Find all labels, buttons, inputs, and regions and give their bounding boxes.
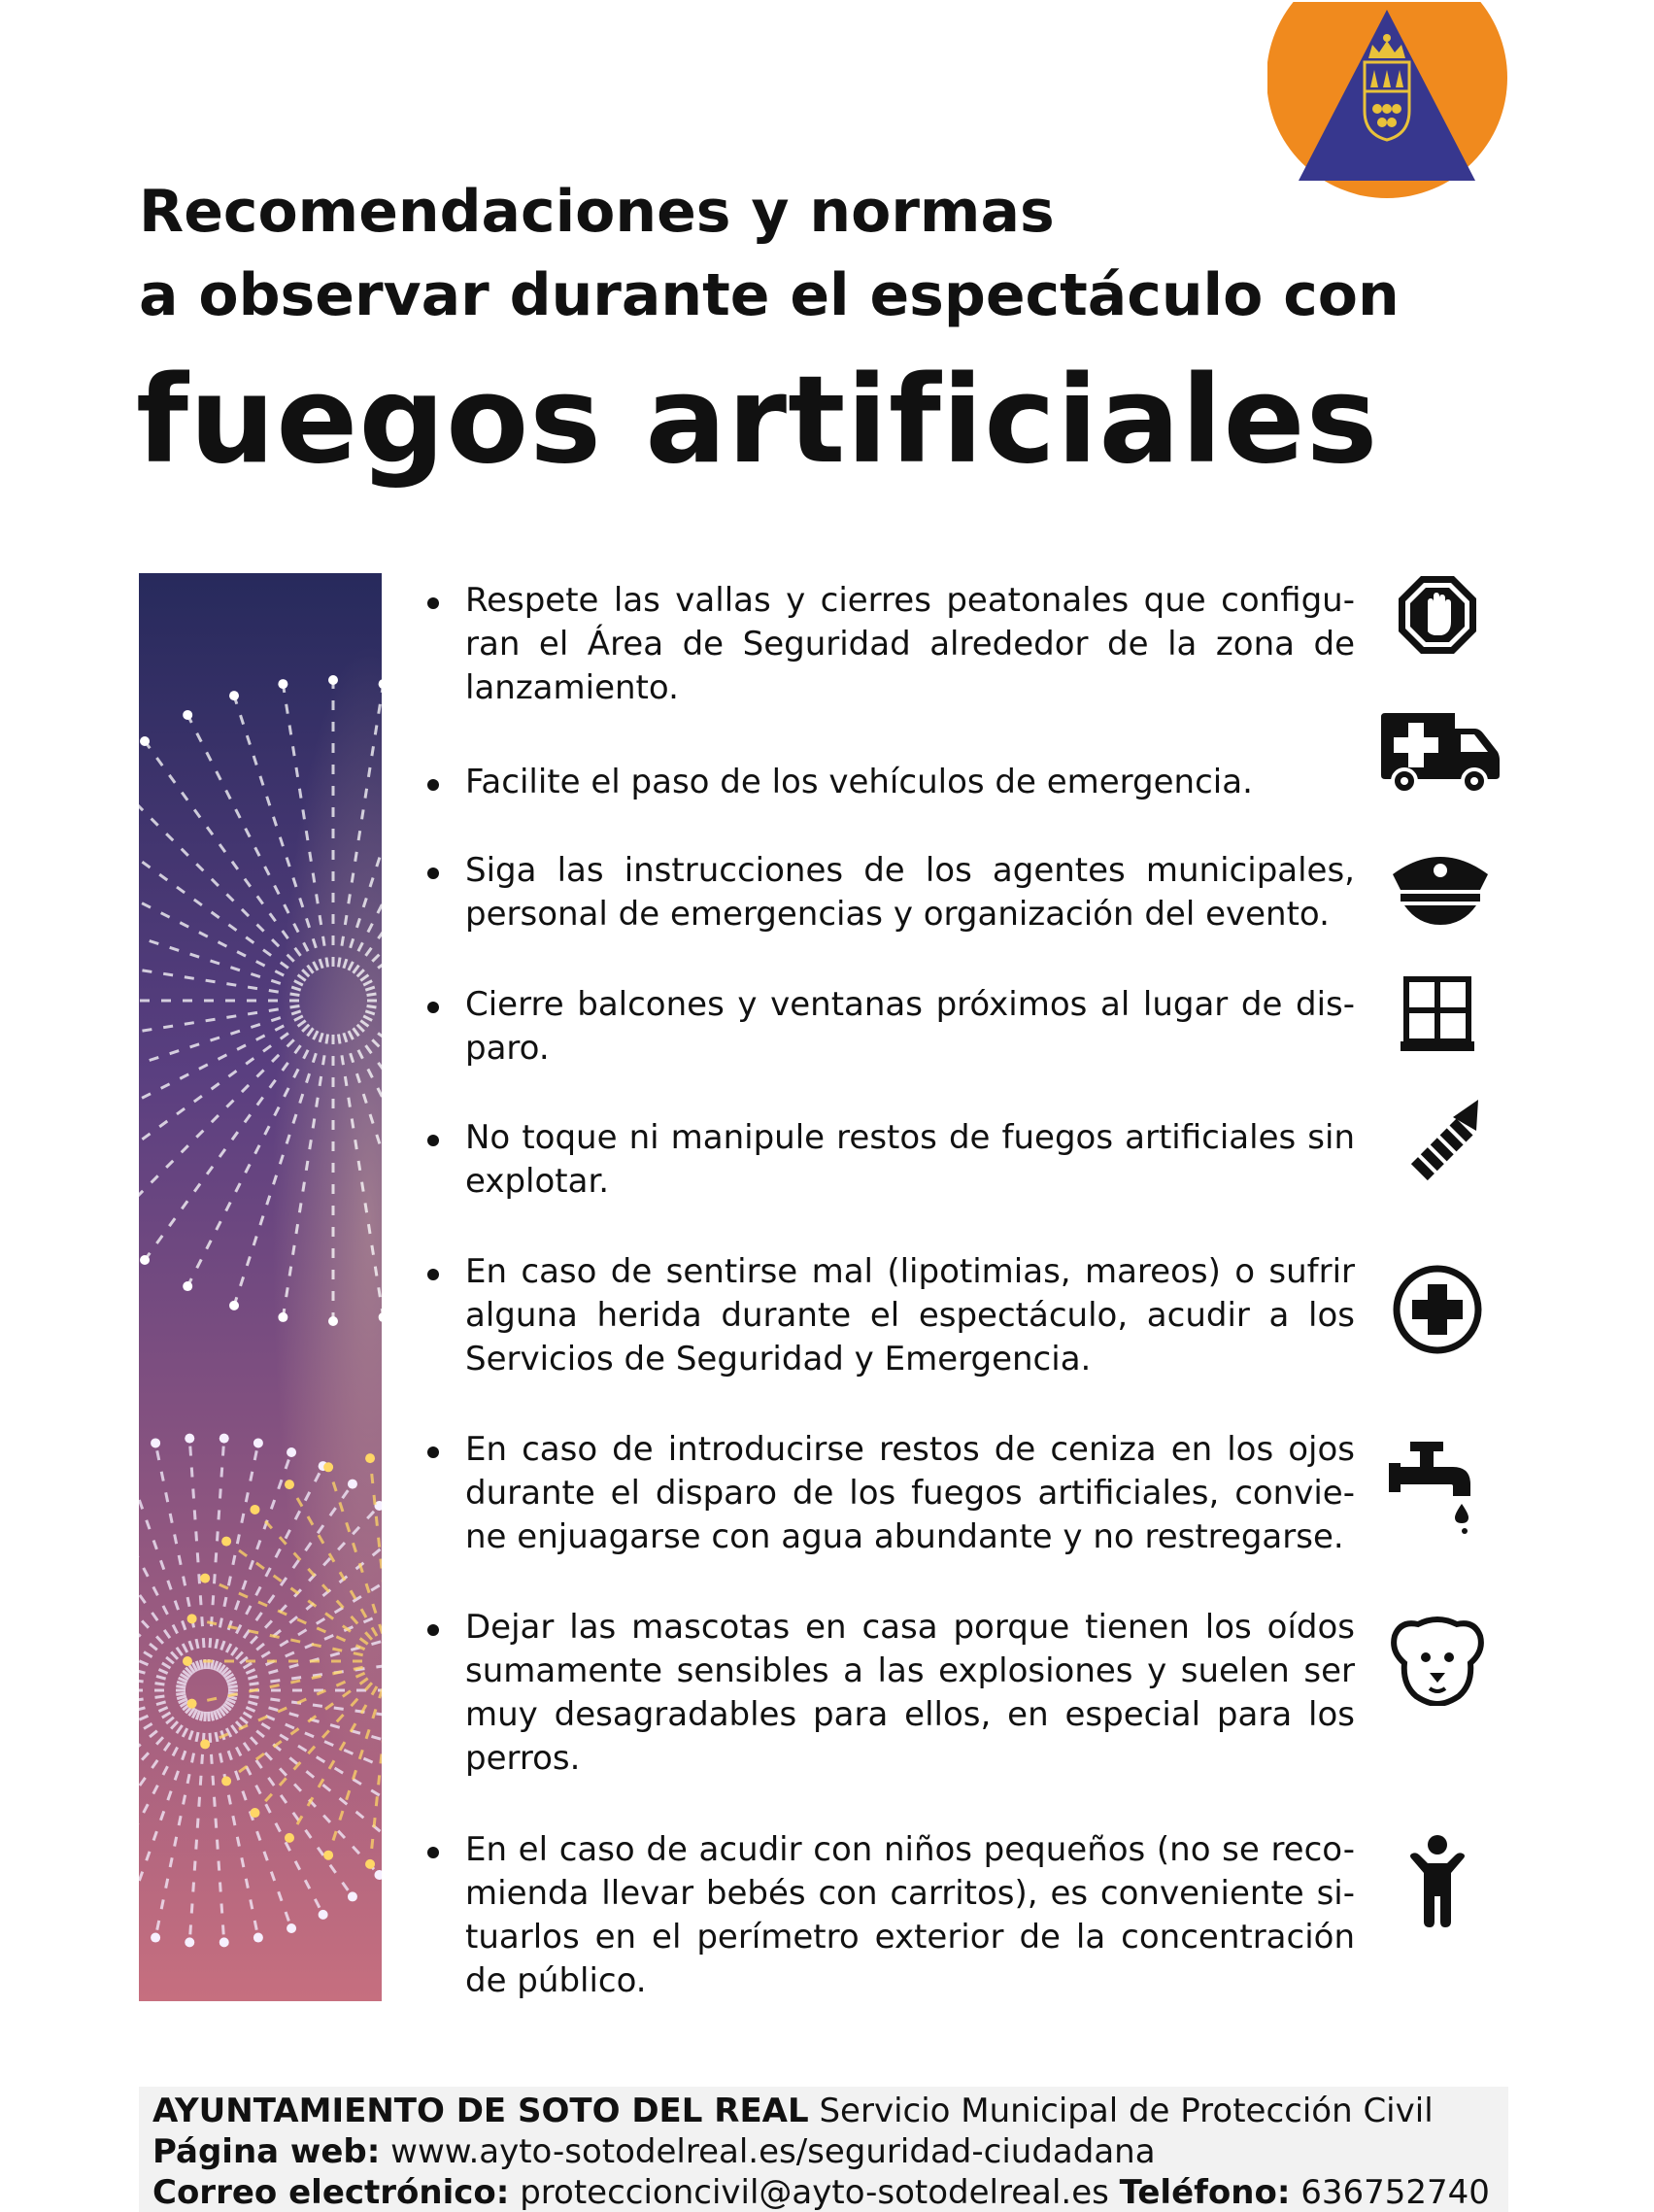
footer-phone-value: 636752740 (1300, 2173, 1490, 2212)
bullet-icon (427, 779, 439, 791)
ambulance-icon (1377, 709, 1503, 795)
stop-hand-icon (1396, 573, 1479, 657)
fireworks-decoration (139, 573, 382, 2001)
footer-line-web (152, 2131, 1495, 2172)
child-icon (1408, 1834, 1467, 1927)
list-item (427, 1428, 1355, 1559)
footer-web-label: Página web: (152, 2132, 381, 2171)
civil-protection-logo (1267, 2, 1507, 198)
bullet-icon (427, 1269, 439, 1280)
list-item (427, 1250, 1355, 1381)
bullet-icon (427, 1624, 439, 1636)
item-text: En caso de introducirse restos de ceniza en los ojos durante el disparo de los fuegos artificiales, convie-ne enjuagarse con agua abundante y no restregarse. (465, 1430, 1355, 1556)
item-text: Cierre balcones y ventanas próximos al lugar de dis-paro. (465, 985, 1355, 1068)
footer-line-org (152, 2091, 1495, 2131)
dog-icon (1391, 1613, 1484, 1706)
list-item (427, 983, 1355, 1071)
list-item (427, 1116, 1355, 1204)
footer-phone-label: Teléfono: (1119, 2173, 1291, 2212)
footer-service: Servicio Municipal de Protección Civil (819, 2092, 1434, 2130)
bullet-icon (427, 597, 439, 609)
footer-org: AYUNTAMIENTO DE SOTO DEL REAL (152, 2092, 809, 2130)
item-text: Siga las instrucciones de los agentes municipales, personal de emergencias y organización del evento. (465, 851, 1355, 934)
item-text: En caso de sentirse mal (lipotimias, mareos) o sufrir alguna herida durante el espectáculo, acudir a los Servicios de Seguridad y Emergencia. (465, 1252, 1355, 1378)
list-item (427, 761, 1355, 804)
item-text: En el caso de acudir con niños pequeños (no se reco-mienda llevar bebés con carritos), es conveniente si-tuarlos en el perímetro exterior de la concentración de público. (465, 1830, 1355, 2000)
list-item (427, 579, 1355, 710)
footer-email-link[interactable]: proteccioncivil@ayto-sotodelreal.es (520, 2173, 1109, 2212)
firework-rocket-icon (1399, 1098, 1482, 1191)
bullet-icon (427, 1847, 439, 1858)
bullet-icon (427, 868, 439, 879)
bullet-icon (427, 1446, 439, 1458)
footer-line-email (152, 2172, 1495, 2212)
item-text: Dejar las mascotas en casa porque tienen los oídos sumamente sensibles a las explosiones y suelen ser muy desagradables para ellos, en especial para los perros. (465, 1608, 1355, 1778)
footer-web-link[interactable]: www.ayto-sotodelreal.es/seguridad-ciudadana (390, 2132, 1156, 2171)
title-main: fuegos artificiales (136, 351, 1379, 491)
police-cap-icon (1387, 845, 1494, 925)
list-item (427, 1606, 1355, 1781)
list-item (427, 1828, 1355, 2003)
title-line-2: a observar durante el espectáculo con (139, 261, 1400, 329)
footer-contact (139, 2087, 1508, 2212)
item-text: Facilite el paso de los vehículos de emergencia. (465, 763, 1253, 801)
first-aid-icon (1391, 1263, 1484, 1356)
water-tap-icon (1385, 1438, 1486, 1535)
title-line-1: Recomendaciones y normas (139, 178, 1055, 246)
list-item (427, 849, 1355, 936)
window-icon (1399, 975, 1476, 1053)
bullet-icon (427, 1002, 439, 1013)
item-text: Respete las vallas y cierres peatonales que configu-ran el Área de Seguridad alrededor de la zona de lanzamiento. (465, 581, 1355, 707)
item-text: No toque ni manipule restos de fuegos artificiales sin explotar. (465, 1118, 1355, 1201)
footer-email-label: Correo electrónico: (152, 2173, 510, 2212)
bullet-icon (427, 1135, 439, 1146)
